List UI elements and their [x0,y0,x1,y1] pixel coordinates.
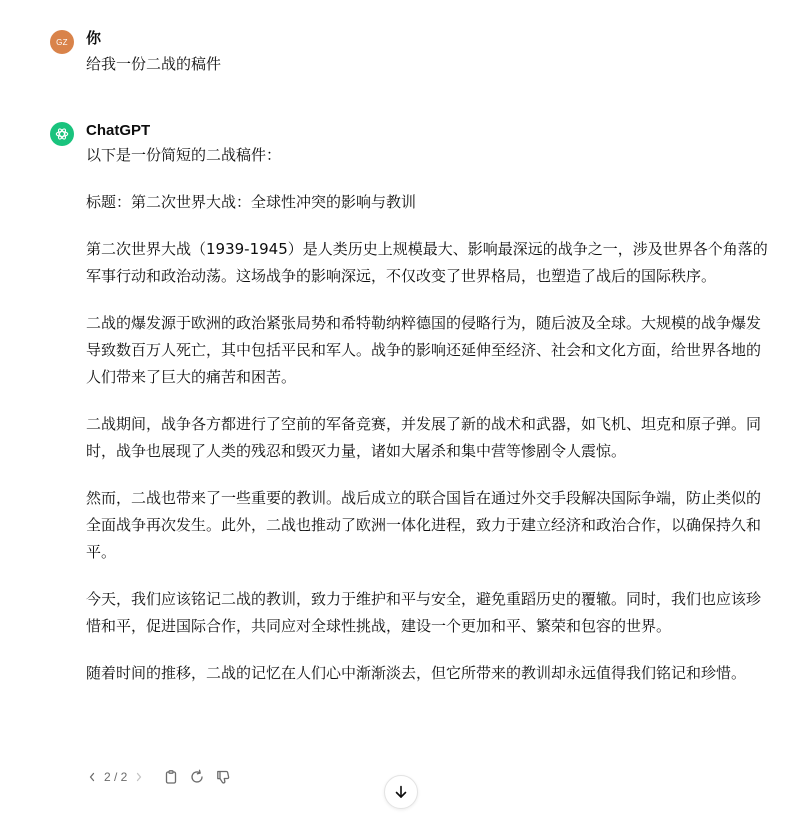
regenerate-button[interactable] [187,767,207,787]
chevron-left-icon[interactable] [86,771,98,783]
user-avatar [50,30,74,54]
assistant-paragraph: 然而，二战也带来了一些重要的教训。战后成立的联合国旨在通过外交手段解决国际争端，防止类似的全面战争再次发生。此外，二战也推动了欧洲一体化进程，致力于建立经济和政治合作，以确保持久和平。 [86,489,762,561]
regenerate-icon [189,769,205,785]
assistant-paragraph: 今天，我们应该铭记二战的教训，致力于维护和平与安全，避免重蹈历史的覆辙。同时，我们也应该珍惜和平，促进国际合作，共同应对全球性挑战，建设一个更加和平、繁荣和包容的世界。 [86,590,762,635]
assistant-paragraph: 标题：第二次世界大战：全球性冲突的影响与教训 [86,193,417,211]
pager-label: 2 / 2 [104,770,128,784]
assistant-paragraph: 二战的爆发源于欧洲的政治紧张局势和希特勒纳粹德国的侵略行为，随后波及全球。大规模的战争爆发导致数百万人死亡，其中包括平民和军人。战争的影响还延伸至经济、社会和文化方面，给世界各地的人们带来了巨大的痛苦和困苦。 [86,314,762,386]
openai-logo-icon [54,126,70,142]
assistant-paragraph: 随着时间的推移，二战的记忆在人们心中渐渐淡去，但它所带来的教训却永远值得我们铭记和珍惜。 [86,664,747,682]
user-avatar-initials: GZ [56,37,68,47]
assistant-avatar [50,122,74,146]
clipboard-icon [163,769,179,785]
user-message-paragraph: 给我一份二战的稿件 [86,55,222,73]
arrow-down-icon [393,784,409,800]
user-message-text [86,51,770,78]
assistant-message [50,120,770,707]
assistant-sender-name: ChatGPT [86,122,151,139]
user-message [50,28,770,98]
response-pager [86,770,145,784]
assistant-paragraph: 以下是一份简短的二战稿件： [86,146,282,164]
user-sender-name: 你 [86,30,102,47]
scroll-to-bottom-button[interactable] [384,775,418,809]
copy-button[interactable] [161,767,181,787]
chevron-right-icon[interactable] [133,771,145,783]
assistant-message-text [86,142,770,687]
thumbs-down-icon [215,769,231,785]
assistant-paragraph: 第二次世界大战（1939-1945）是人类历史上规模最大、影响最深远的战争之一，涉及世界各个角落的军事行动和政治动荡。这场战争的影响深远，不仅改变了世界格局，也塑造了战后的国际秩序。 [86,240,768,285]
thumbs-down-button[interactable] [213,767,233,787]
assistant-paragraph: 二战期间，战争各方都进行了空前的军备竞赛，并发展了新的战术和武器，如飞机、坦克和原子弹。同时，战争也展现了人类的残忍和毁灭力量，诸如大屠杀和集中营等惨剧令人震惊。 [86,415,762,460]
message-action-bar [86,766,233,788]
